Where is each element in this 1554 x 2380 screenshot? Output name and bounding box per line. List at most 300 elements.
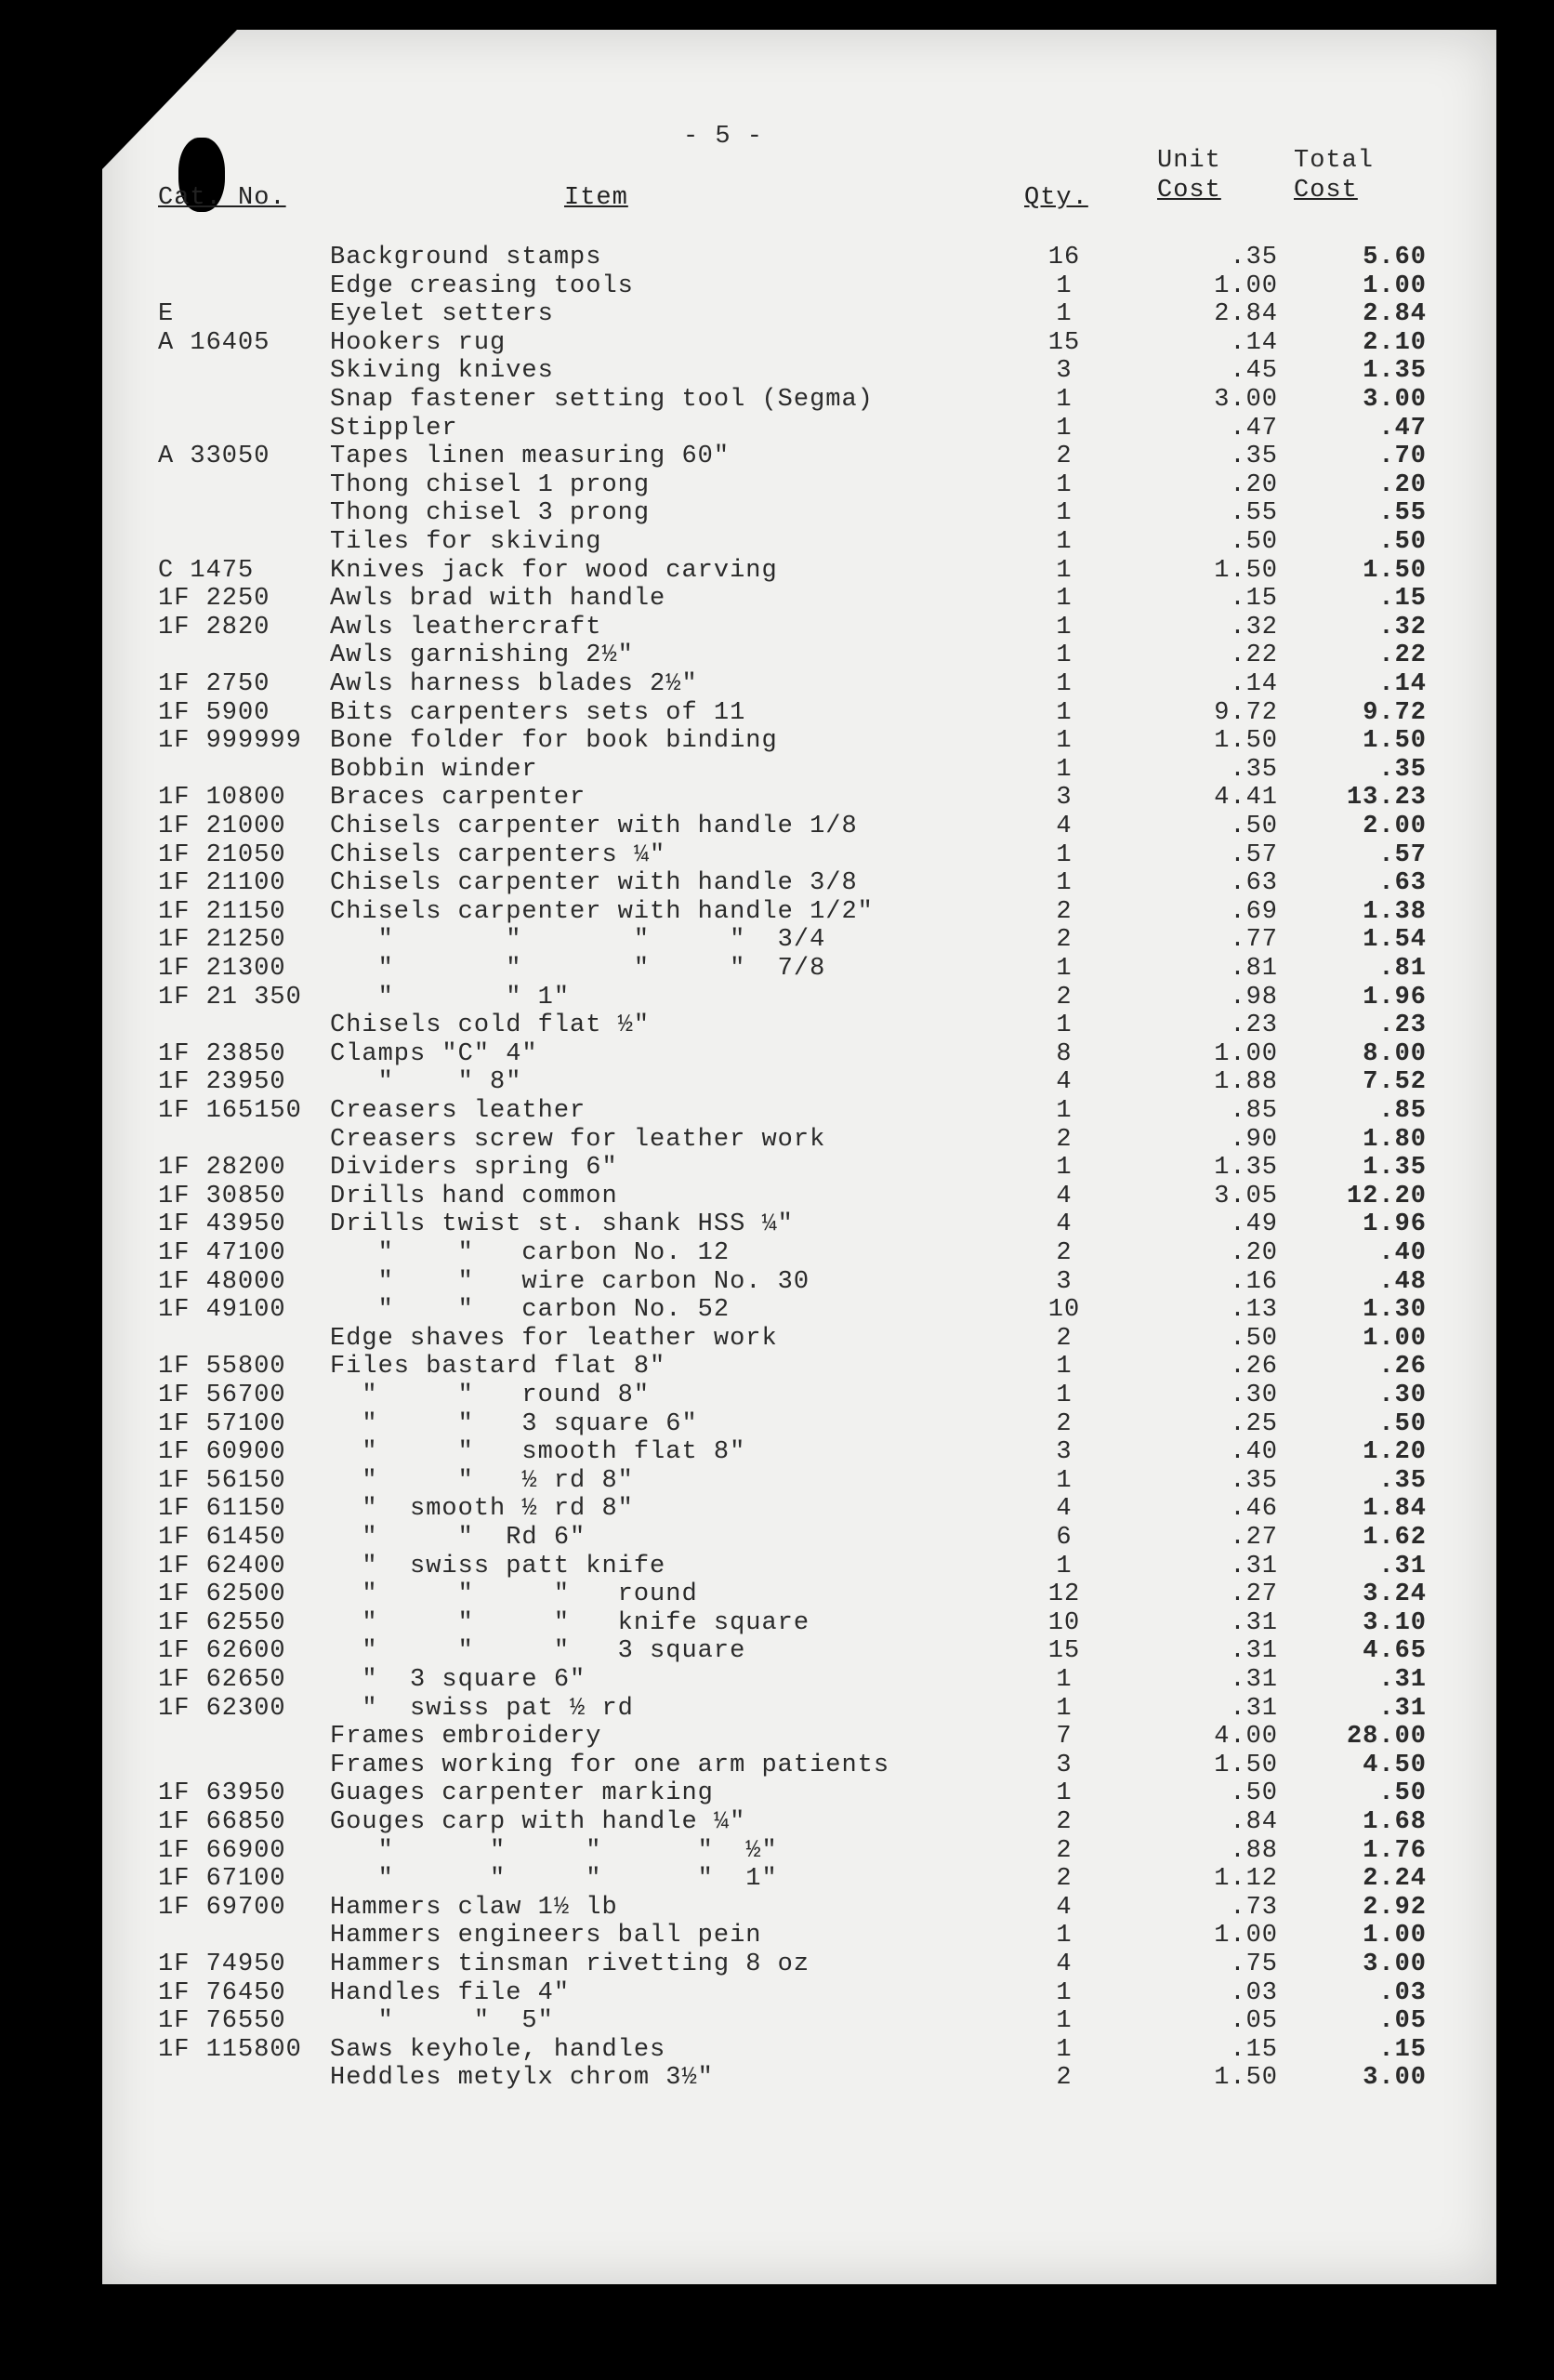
- total-cost: 1.00: [1363, 1325, 1427, 1353]
- unit-cost: .57: [1230, 841, 1278, 869]
- document-page: [102, 30, 1496, 2284]
- quantity: 1: [1056, 841, 1073, 869]
- quantity: 1: [1056, 499, 1073, 527]
- cat-number: 1F 61150: [158, 1495, 286, 1523]
- unit-cost: .81: [1230, 955, 1278, 983]
- total-cost: 3.10: [1363, 1609, 1427, 1637]
- item-name: " " " round: [330, 1580, 698, 1608]
- cat-number: C 1475: [158, 557, 255, 585]
- quantity: 1: [1056, 1922, 1073, 1950]
- quantity: 2: [1056, 1865, 1073, 1893]
- total-cost: 2.84: [1363, 300, 1427, 328]
- unit-cost: .31: [1230, 1553, 1278, 1580]
- cat-number: 1F 115800: [158, 2036, 302, 2064]
- total-cost: .15: [1378, 585, 1427, 613]
- quantity: 1: [1056, 1467, 1073, 1495]
- header-unit-line1: Unit: [1157, 147, 1221, 175]
- unit-cost: .20: [1230, 1239, 1278, 1267]
- item-name: " " 3 square 6": [330, 1410, 698, 1438]
- header-total-line1: Total: [1294, 147, 1375, 175]
- quantity: 15: [1047, 1637, 1081, 1665]
- quantity: 2: [1056, 984, 1073, 1012]
- quantity: 3: [1056, 1752, 1073, 1779]
- total-cost: 1.50: [1363, 557, 1427, 585]
- item-name: " " " 3 square: [330, 1637, 746, 1665]
- unit-cost: .20: [1230, 471, 1278, 499]
- item-name: Files bastard flat 8": [330, 1353, 666, 1381]
- quantity: 1: [1056, 1382, 1073, 1409]
- cat-number: 1F 57100: [158, 1410, 286, 1438]
- cat-number: 1F 47100: [158, 1239, 286, 1267]
- item-name: Gouges carp with handle ¼": [330, 1808, 746, 1836]
- item-name: Knives jack for wood carving: [330, 557, 778, 585]
- total-cost: 2.10: [1363, 329, 1427, 357]
- cat-number: 1F 60900: [158, 1438, 286, 1466]
- unit-cost: .22: [1230, 641, 1278, 669]
- quantity: 2: [1056, 1837, 1073, 1865]
- quantity: 1: [1056, 699, 1073, 727]
- item-name: " " " " 3/4: [330, 926, 826, 954]
- unit-cost: .15: [1230, 585, 1278, 613]
- unit-cost: .03: [1230, 1979, 1278, 2007]
- quantity: 1: [1056, 1154, 1073, 1182]
- total-cost: .32: [1378, 614, 1427, 641]
- cat-number: 1F 2820: [158, 614, 270, 641]
- total-cost: .30: [1378, 1382, 1427, 1409]
- total-cost: 1.50: [1363, 727, 1427, 755]
- unit-cost: .88: [1230, 1837, 1278, 1865]
- item-name: Bits carpenters sets of 11: [330, 699, 746, 727]
- cat-number: 1F 61450: [158, 1524, 286, 1552]
- total-cost: .63: [1378, 869, 1427, 897]
- quantity: 2: [1056, 2064, 1073, 2092]
- total-cost: .23: [1378, 1012, 1427, 1039]
- item-name: Saws keyhole, handles: [330, 2036, 666, 2064]
- cat-number: 1F 76550: [158, 2007, 286, 2035]
- unit-cost: .23: [1230, 1012, 1278, 1039]
- total-cost: 1.96: [1363, 1210, 1427, 1238]
- quantity: 4: [1056, 1068, 1073, 1096]
- total-cost: .15: [1378, 2036, 1427, 2064]
- total-cost: 2.00: [1363, 813, 1427, 840]
- unit-cost: .05: [1230, 2007, 1278, 2035]
- unit-cost: 1.50: [1214, 2064, 1278, 2092]
- quantity: 1: [1056, 528, 1073, 556]
- item-name: " " " " 7/8: [330, 955, 826, 983]
- item-name: Eyelet setters: [330, 300, 554, 328]
- cat-number: 1F 66900: [158, 1837, 286, 1865]
- header-cat-no: Cat. No.: [158, 184, 286, 212]
- quantity: 1: [1056, 1666, 1073, 1694]
- quantity: 4: [1056, 1210, 1073, 1238]
- item-name: Awls brad with handle: [330, 585, 666, 613]
- total-cost: .31: [1378, 1666, 1427, 1694]
- unit-cost: .25: [1230, 1410, 1278, 1438]
- total-cost: 12.20: [1346, 1183, 1427, 1210]
- cat-number: 1F 48000: [158, 1268, 286, 1296]
- cat-number: 1F 5900: [158, 699, 270, 727]
- item-name: " " 5": [330, 2007, 554, 2035]
- item-name: Chisels carpenter with handle 1/2": [330, 898, 874, 926]
- total-cost: .31: [1378, 1553, 1427, 1580]
- unit-cost: .32: [1230, 614, 1278, 641]
- item-name: Awls leathercraft: [330, 614, 602, 641]
- item-name: Chisels carpenter with handle 1/8: [330, 813, 858, 840]
- quantity: 2: [1056, 1410, 1073, 1438]
- cat-number: 1F 63950: [158, 1779, 286, 1807]
- header-item: Item: [564, 184, 628, 212]
- total-cost: .50: [1378, 1779, 1427, 1807]
- total-cost: 1.76: [1363, 1837, 1427, 1865]
- item-name: " " carbon No. 52: [330, 1296, 731, 1324]
- unit-cost: .46: [1230, 1495, 1278, 1523]
- quantity: 1: [1056, 1353, 1073, 1381]
- header-total-line2: Cost: [1294, 177, 1358, 205]
- item-name: Tapes linen measuring 60": [330, 443, 731, 470]
- unit-cost: 1.00: [1214, 272, 1278, 300]
- total-cost: 1.35: [1363, 357, 1427, 385]
- total-cost: 1.35: [1363, 1154, 1427, 1182]
- item-name: " " 8": [330, 1068, 522, 1096]
- quantity: 1: [1056, 557, 1073, 585]
- unit-cost: 1.35: [1214, 1154, 1278, 1182]
- quantity: 1: [1056, 955, 1073, 983]
- quantity: 1: [1056, 869, 1073, 897]
- total-cost: 3.00: [1363, 1950, 1427, 1978]
- total-cost: .47: [1378, 415, 1427, 443]
- quantity: 10: [1047, 1609, 1081, 1637]
- item-name: " " round 8": [330, 1382, 651, 1409]
- cat-number: 1F 28200: [158, 1154, 286, 1182]
- total-cost: 1.62: [1363, 1524, 1427, 1552]
- cat-number: A 33050: [158, 443, 270, 470]
- header-qty: Qty.: [1024, 184, 1088, 212]
- item-name: Awls garnishing 2½": [330, 641, 634, 669]
- quantity: 2: [1056, 898, 1073, 926]
- item-name: " " Rd 6": [330, 1524, 586, 1552]
- total-cost: .50: [1378, 1410, 1427, 1438]
- total-cost: 4.50: [1363, 1752, 1427, 1779]
- unit-cost: .31: [1230, 1609, 1278, 1637]
- item-name: Chisels carpenter with handle 3/8: [330, 869, 858, 897]
- item-name: Edge shaves for leather work: [330, 1325, 778, 1353]
- quantity: 6: [1056, 1524, 1073, 1552]
- unit-cost: 1.88: [1214, 1068, 1278, 1096]
- quantity: 1: [1056, 756, 1073, 784]
- unit-cost: .47: [1230, 415, 1278, 443]
- quantity: 1: [1056, 614, 1073, 641]
- total-cost: .48: [1378, 1268, 1427, 1296]
- cat-number: 1F 2250: [158, 585, 270, 613]
- total-cost: .55: [1378, 499, 1427, 527]
- unit-cost: 2.84: [1214, 300, 1278, 328]
- unit-cost: .77: [1230, 926, 1278, 954]
- unit-cost: 1.00: [1214, 1922, 1278, 1950]
- item-name: Bone folder for book binding: [330, 727, 778, 755]
- quantity: 8: [1056, 1040, 1073, 1068]
- unit-cost: .55: [1230, 499, 1278, 527]
- total-cost: 3.24: [1363, 1580, 1427, 1608]
- unit-cost: .85: [1230, 1097, 1278, 1125]
- unit-cost: .49: [1230, 1210, 1278, 1238]
- item-name: Creasers screw for leather work: [330, 1126, 826, 1154]
- quantity: 1: [1056, 641, 1073, 669]
- unit-cost: 9.72: [1214, 699, 1278, 727]
- unit-cost: .35: [1230, 244, 1278, 271]
- item-name: Drills twist st. shank HSS ¼": [330, 1210, 794, 1238]
- quantity: 3: [1056, 1438, 1073, 1466]
- item-name: " " ½ rd 8": [330, 1467, 634, 1495]
- cat-number: 1F 55800: [158, 1353, 286, 1381]
- unit-cost: .35: [1230, 756, 1278, 784]
- cat-number: 1F 21300: [158, 955, 286, 983]
- cat-number: 1F 21 350: [158, 984, 302, 1012]
- quantity: 3: [1056, 784, 1073, 812]
- item-name: " 3 square 6": [330, 1666, 586, 1694]
- item-name: Guages carpenter marking: [330, 1779, 714, 1807]
- cat-number: 1F 23850: [158, 1040, 286, 1068]
- unit-cost: .98: [1230, 984, 1278, 1012]
- quantity: 15: [1047, 329, 1081, 357]
- total-cost: 4.65: [1363, 1637, 1427, 1665]
- page-number: - 5 -: [683, 123, 764, 151]
- unit-cost: .63: [1230, 869, 1278, 897]
- total-cost: 8.00: [1363, 1040, 1427, 1068]
- unit-cost: .69: [1230, 898, 1278, 926]
- item-name: " " " " 1": [330, 1865, 778, 1893]
- total-cost: .22: [1378, 641, 1427, 669]
- item-name: Hammers claw 1½ lb: [330, 1894, 618, 1922]
- unit-cost: .14: [1230, 329, 1278, 357]
- cat-number: 1F 56150: [158, 1467, 286, 1495]
- quantity: 3: [1056, 1268, 1073, 1296]
- item-name: Background stamps: [330, 244, 602, 271]
- cat-number: 1F 62400: [158, 1553, 286, 1580]
- quantity: 10: [1047, 1296, 1081, 1324]
- item-name: " " " " ½": [330, 1837, 778, 1865]
- item-name: Chisels carpenters ¼": [330, 841, 666, 869]
- item-name: Drills hand common: [330, 1183, 618, 1210]
- quantity: 1: [1056, 1979, 1073, 2007]
- total-cost: 7.52: [1363, 1068, 1427, 1096]
- quantity: 1: [1056, 585, 1073, 613]
- item-name: Hammers engineers ball pein: [330, 1922, 762, 1950]
- item-name: Skiving knives: [330, 357, 554, 385]
- item-name: Clamps "C" 4": [330, 1040, 538, 1068]
- unit-cost: .30: [1230, 1382, 1278, 1409]
- total-cost: 1.84: [1363, 1495, 1427, 1523]
- total-cost: 1.80: [1363, 1126, 1427, 1154]
- cat-number: 1F 30850: [158, 1183, 286, 1210]
- cat-number: 1F 66850: [158, 1808, 286, 1836]
- cat-number: A 16405: [158, 329, 270, 357]
- total-cost: .57: [1378, 841, 1427, 869]
- unit-cost: .27: [1230, 1524, 1278, 1552]
- total-cost: 28.00: [1346, 1723, 1427, 1751]
- unit-cost: .45: [1230, 357, 1278, 385]
- item-name: Stippler: [330, 415, 458, 443]
- total-cost: .40: [1378, 1239, 1427, 1267]
- cat-number: 1F 43950: [158, 1210, 286, 1238]
- quantity: 1: [1056, 272, 1073, 300]
- quantity: 3: [1056, 357, 1073, 385]
- quantity: 4: [1056, 1894, 1073, 1922]
- unit-cost: .50: [1230, 1325, 1278, 1353]
- total-cost: 9.72: [1363, 699, 1427, 727]
- quantity: 4: [1056, 1183, 1073, 1210]
- item-name: " " 1": [330, 984, 571, 1012]
- unit-cost: .50: [1230, 528, 1278, 556]
- unit-cost: .73: [1230, 1894, 1278, 1922]
- cat-number: 1F 62500: [158, 1580, 286, 1608]
- quantity: 1: [1056, 2007, 1073, 2035]
- unit-cost: .14: [1230, 670, 1278, 698]
- unit-cost: 1.50: [1214, 557, 1278, 585]
- unit-cost: .84: [1230, 1808, 1278, 1836]
- quantity: 16: [1047, 244, 1081, 271]
- unit-cost: .26: [1230, 1353, 1278, 1381]
- quantity: 2: [1056, 1808, 1073, 1836]
- cat-number: 1F 2750: [158, 670, 270, 698]
- item-name: " " wire carbon No. 30: [330, 1268, 810, 1296]
- quantity: 1: [1056, 2036, 1073, 2064]
- unit-cost: .35: [1230, 1467, 1278, 1495]
- item-name: Heddles metylx chrom 3½": [330, 2064, 714, 2092]
- unit-cost: .13: [1230, 1296, 1278, 1324]
- cat-number: 1F 10800: [158, 784, 286, 812]
- item-name: Hookers rug: [330, 329, 507, 357]
- cat-number: 1F 21100: [158, 869, 286, 897]
- cat-number: 1F 23950: [158, 1068, 286, 1096]
- item-name: Snap fastener setting tool (Segma): [330, 386, 874, 414]
- total-cost: .35: [1378, 756, 1427, 784]
- unit-cost: .15: [1230, 2036, 1278, 2064]
- total-cost: 2.24: [1363, 1865, 1427, 1893]
- unit-cost: .90: [1230, 1126, 1278, 1154]
- item-name: " " smooth flat 8": [330, 1438, 746, 1466]
- item-name: Awls harness blades 2½": [330, 670, 698, 698]
- unit-cost: .75: [1230, 1950, 1278, 1978]
- quantity: 1: [1056, 1695, 1073, 1723]
- item-name: Chisels cold flat ½": [330, 1012, 651, 1039]
- unit-cost: .31: [1230, 1666, 1278, 1694]
- unit-cost: 1.00: [1214, 1040, 1278, 1068]
- cat-number: 1F 76450: [158, 1979, 286, 2007]
- total-cost: .14: [1378, 670, 1427, 698]
- quantity: 7: [1056, 1723, 1073, 1751]
- unit-cost: .31: [1230, 1637, 1278, 1665]
- item-name: Thong chisel 3 prong: [330, 499, 651, 527]
- quantity: 1: [1056, 727, 1073, 755]
- total-cost: .03: [1378, 1979, 1427, 2007]
- total-cost: 1.54: [1363, 926, 1427, 954]
- cat-number: 1F 49100: [158, 1296, 286, 1324]
- total-cost: 1.20: [1363, 1438, 1427, 1466]
- cat-number: 1F 62600: [158, 1637, 286, 1665]
- total-cost: .31: [1378, 1695, 1427, 1723]
- item-name: Bobbin winder: [330, 756, 538, 784]
- unit-cost: 4.41: [1214, 784, 1278, 812]
- quantity: 1: [1056, 415, 1073, 443]
- unit-cost: 3.00: [1214, 386, 1278, 414]
- total-cost: .50: [1378, 528, 1427, 556]
- quantity: 1: [1056, 471, 1073, 499]
- item-name: " smooth ½ rd 8": [330, 1495, 634, 1523]
- cat-number: 1F 21250: [158, 926, 286, 954]
- quantity: 2: [1056, 1239, 1073, 1267]
- unit-cost: .50: [1230, 813, 1278, 840]
- item-name: Tiles for skiving: [330, 528, 602, 556]
- cat-number: 1F 62650: [158, 1666, 286, 1694]
- item-name: Frames embroidery: [330, 1723, 602, 1751]
- cat-number: 1F 74950: [158, 1950, 286, 1978]
- item-name: Edge creasing tools: [330, 272, 634, 300]
- unit-cost: 4.00: [1214, 1723, 1278, 1751]
- total-cost: .05: [1378, 2007, 1427, 2035]
- item-name: " " " knife square: [330, 1609, 810, 1637]
- total-cost: 1.00: [1363, 272, 1427, 300]
- cat-number: 1F 62550: [158, 1609, 286, 1637]
- item-name: Dividers spring 6": [330, 1154, 618, 1182]
- quantity: 1: [1056, 386, 1073, 414]
- cat-number: 1F 21050: [158, 841, 286, 869]
- quantity: 12: [1047, 1580, 1081, 1608]
- unit-cost: .35: [1230, 443, 1278, 470]
- unit-cost: .27: [1230, 1580, 1278, 1608]
- quantity: 1: [1056, 670, 1073, 698]
- item-name: Frames working for one arm patients: [330, 1752, 890, 1779]
- cat-number: 1F 21150: [158, 898, 286, 926]
- quantity: 2: [1056, 1126, 1073, 1154]
- total-cost: .81: [1378, 955, 1427, 983]
- unit-cost: .31: [1230, 1695, 1278, 1723]
- unit-cost: .40: [1230, 1438, 1278, 1466]
- total-cost: 2.92: [1363, 1894, 1427, 1922]
- item-name: " " carbon No. 12: [330, 1239, 731, 1267]
- total-cost: 1.96: [1363, 984, 1427, 1012]
- cat-number: 1F 21000: [158, 813, 286, 840]
- quantity: 1: [1056, 1012, 1073, 1039]
- item-name: Handles file 4": [330, 1979, 571, 2007]
- cat-number: E: [158, 300, 175, 328]
- cat-number: 1F 67100: [158, 1865, 286, 1893]
- unit-cost: .16: [1230, 1268, 1278, 1296]
- total-cost: .26: [1378, 1353, 1427, 1381]
- item-name: Hammers tinsman rivetting 8 oz: [330, 1950, 810, 1978]
- cat-number: 1F 69700: [158, 1894, 286, 1922]
- total-cost: 13.23: [1346, 784, 1427, 812]
- item-name: " swiss pat ½ rd: [330, 1695, 634, 1723]
- unit-cost: 3.05: [1214, 1183, 1278, 1210]
- item-name: Braces carpenter: [330, 784, 586, 812]
- total-cost: 1.38: [1363, 898, 1427, 926]
- total-cost: .70: [1378, 443, 1427, 470]
- header-unit-line2: Cost: [1157, 177, 1221, 205]
- unit-cost: 1.50: [1214, 727, 1278, 755]
- unit-cost: 1.12: [1214, 1865, 1278, 1893]
- quantity: 2: [1056, 1325, 1073, 1353]
- quantity: 2: [1056, 443, 1073, 470]
- total-cost: 1.68: [1363, 1808, 1427, 1836]
- quantity: 4: [1056, 813, 1073, 840]
- item-name: " swiss patt knife: [330, 1553, 666, 1580]
- total-cost: .20: [1378, 471, 1427, 499]
- unit-cost: .50: [1230, 1779, 1278, 1807]
- item-name: Creasers leather: [330, 1097, 586, 1125]
- cat-number: 1F 62300: [158, 1695, 286, 1723]
- cat-number: 1F 56700: [158, 1382, 286, 1409]
- quantity: 1: [1056, 300, 1073, 328]
